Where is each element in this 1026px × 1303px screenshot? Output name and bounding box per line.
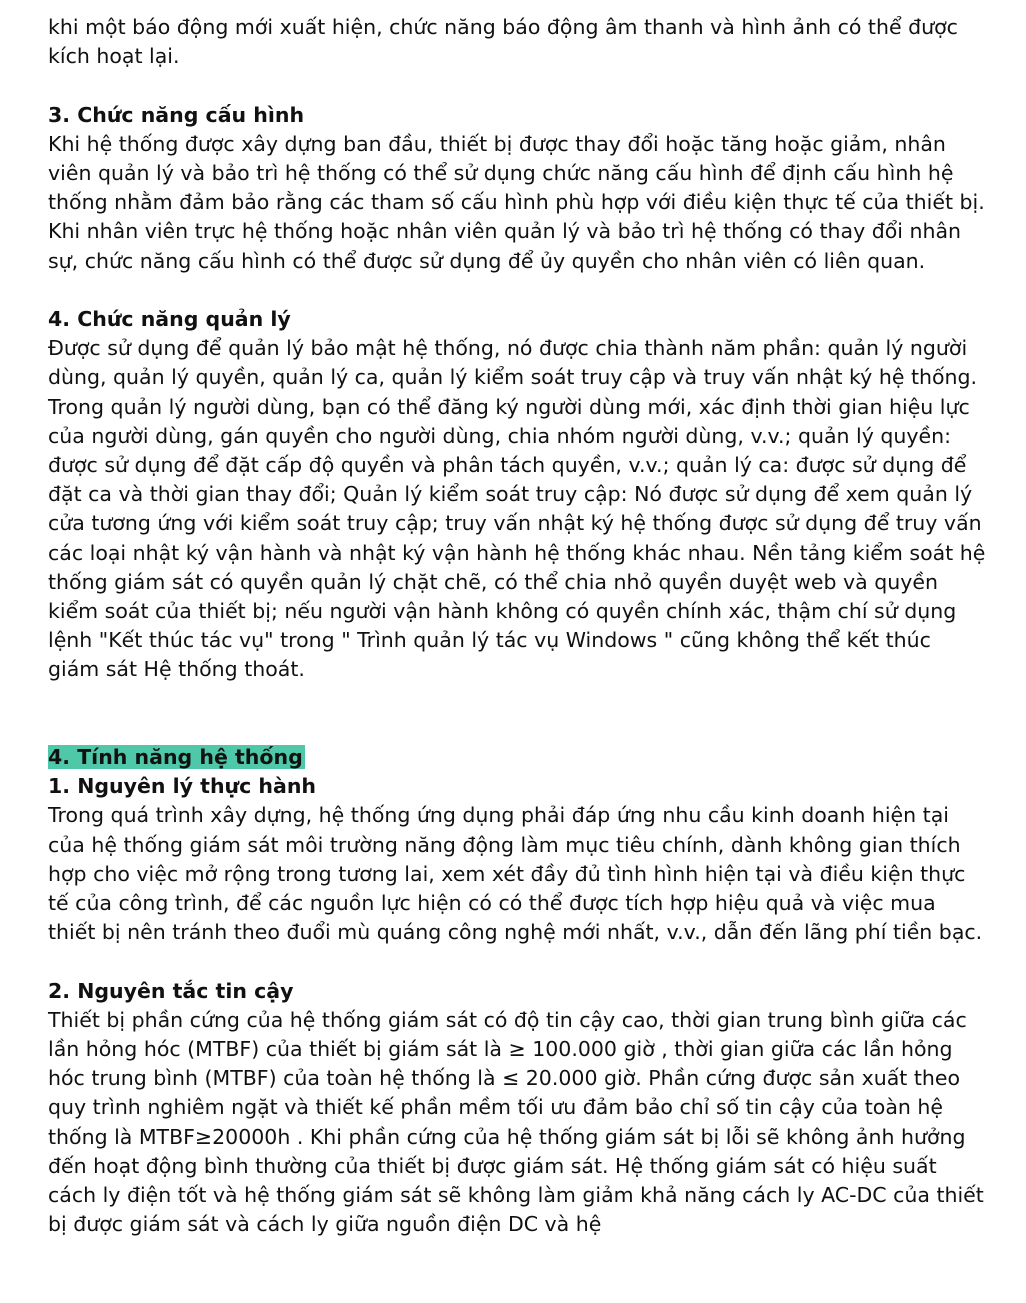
- section-body-practical-principle: Trong quá trình xây dựng, hệ thống ứng dụng phải đáp ứng nhu cầu kinh doanh hiện tại của hệ thống giám sát môi trường năng động làm mục tiêu chính, dành không gian thích hợp cho việc mở rộng trong tương lai, xem xét đầy đủ tình hình hiện tại và điều kiện thực tế của công trình, để các nguồn lực hiện có có thể được tích hợp hiệu quả và việc mua thiết bị nên tránh theo đuổi mù quáng công nghệ mới nhất, v.v., dẫn đến lãng phí tiền bạc.: [48, 803, 983, 945]
- section-heading-management: 4. Chức năng quản lý: [48, 307, 291, 331]
- spacer: [48, 947, 988, 976]
- chapter-heading-system-features: [48, 743, 988, 772]
- intro-paragraph: khi một báo động mới xuất hiện, chức năng báo động âm thanh và hình ảnh có thể được kích hoạt lại.: [48, 15, 958, 69]
- section-body-reliability-principle: Thiết bị phần cứng của hệ thống giám sát có độ tin cậy cao, thời gian trung bình giữa các lần hỏng hóc (MTBF) của thiết bị giám sát là ≥ 100.000 giờ , thời gian giữa các lần hỏng hóc trung bình (MTBF) của toàn hệ thống là ≤ 20.000 giờ. Phần cứng được sản xuất theo quy trình nghiêm ngặt và thiết kế phần mềm tối ưu đảm bảo chỉ số tin cậy của toàn hệ thống là MTBF≥20000h . Khi phần cứng của hệ thống giám sát bị lỗi sẽ không ảnh hưởng đến hoạt động bình thường của thiết bị được giám sát. Hệ thống giám sát có hiệu suất cách ly điện tốt và hệ thống giám sát sẽ không làm giảm khả năng cách ly AC-DC của thiết bị được giám sát và cách ly giữa nguồn điện DC và hệ: [48, 1007, 984, 1237]
- section-heading-configuration: 3. Chức năng cấu hình: [48, 102, 305, 127]
- spacer: [48, 685, 988, 743]
- section-body-configuration: Khi hệ thống được xây dựng ban đầu, thiết bị được thay đổi hoặc tăng hoặc giảm, nhân viên quản lý và bảo trì hệ thống có thể sử dụng chức năng cấu hình để định cấu hình hệ thống nhằm đảm bảo rằng các tham số cấu hình phù hợp với điều kiện thực tế của thiết bị. Khi nhân viên trực hệ thống hoặc nhân viên quản lý và bảo trì hệ thống có thay đổi nhân sự, chức năng cấu hình có thể được sử dụng để ủy quyền cho nhân viên có liên quan.: [48, 131, 985, 273]
- section-heading-reliability-principle: 2. Nguyên tắc tin cậy: [48, 978, 294, 1003]
- spacer: [48, 71, 988, 100]
- highlighted-heading-text: 4. Tính năng hệ thống: [48, 745, 303, 770]
- section-heading-practical-principle: 1. Nguyên lý thực hành: [48, 774, 317, 799]
- document-page: [48, 13, 988, 1239]
- spacer: [48, 276, 988, 305]
- section-body-management: Được sử dụng để quản lý bảo mật hệ thống, nó được chia thành năm phần: quản lý người dùng, quản lý quyền, quản lý ca, quản lý kiểm soát truy cập và truy vấn nhật ký hệ thống. Trong quản lý người dùng, bạn có thể đăng ký người dùng mới, xác định thời gian hiệu lực của người dùng, gán quyền cho người dùng, chia nhóm người dùng, v.v.; quản lý quyền: được sử dụng để đặt cấp độ quyền và phân tách quyền, v.v.; quản lý ca: được sử dụng để đặt ca và thời gian thay đổi; Quản lý kiểm soát truy cập: Nó được sử dụng để xem quản lý cửa tương ứng với kiểm soát truy cập; truy vấn nhật ký hệ thống được sử dụng để truy vấn các loại nhật ký vận hành và nhật ký vận hành hệ thống khác nhau. Nền tảng kiểm soát hệ thống giám sát có quyền quản lý chặt chẽ, có thể chia nhỏ quyền duyệt web và quyền kiểm soát của thiết bị; nếu người vận hành không có quyền chính xác, thậm chí sử dụng lệnh "Kết thúc tác vụ" trong " Trình quản lý tác vụ Windows " cũng không thể kết thúc giám sát Hệ thống thoát.: [48, 336, 986, 682]
